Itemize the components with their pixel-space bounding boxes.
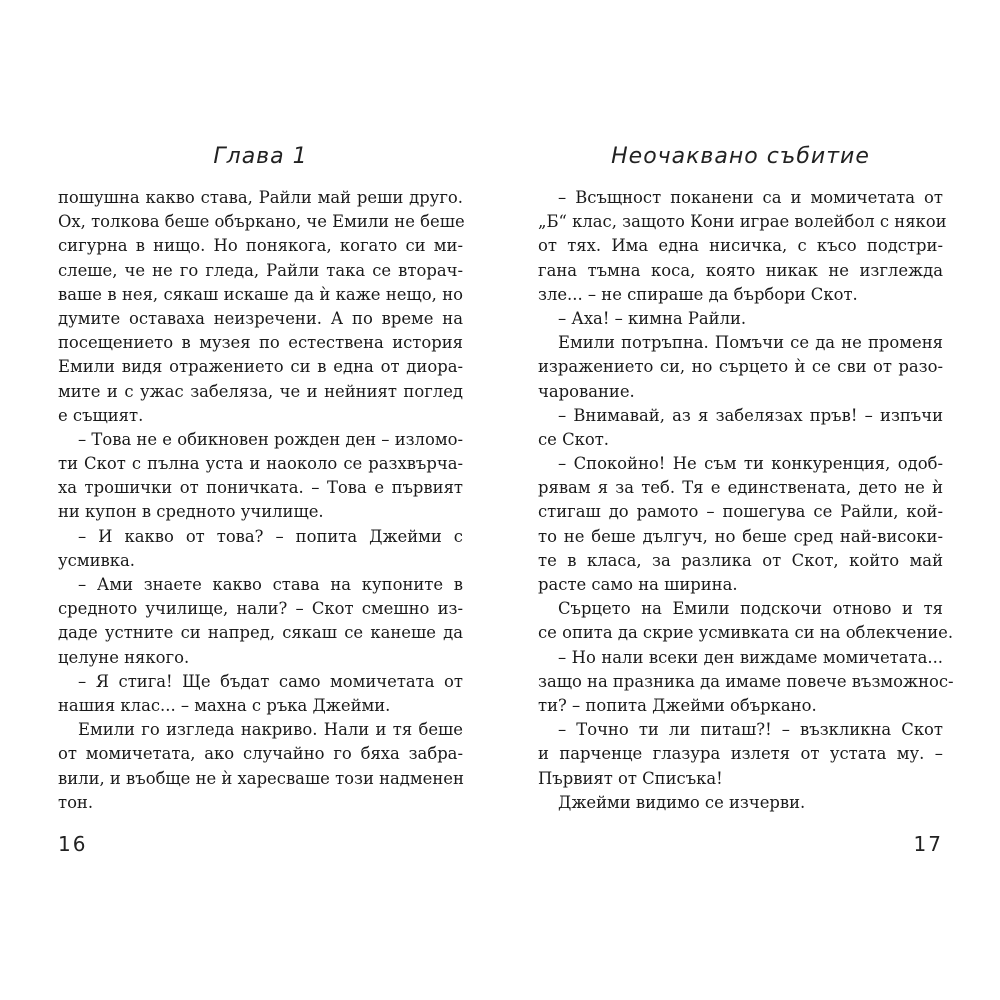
text-line: – Внимавай, аз я забелязах пръв! – изпъчи <box>558 405 943 425</box>
text-line: даде устните си напред, сякаш се канеше да <box>58 623 463 643</box>
text-line: то не беше дългуч, но беше сред най-високи- <box>538 526 943 546</box>
text-line: от тях. Има една нисичка, с късо подстри- <box>538 236 943 256</box>
text-line: се опита да скрие усмивката си на облекчение. <box>538 623 954 643</box>
text-line: те в класа, за разлика от Скот, който май <box>538 550 943 570</box>
text-line: – Аха! – кимна Райли. <box>558 308 747 328</box>
text-line: сигурна в нищо. Но понякога, когато си ми- <box>58 236 463 256</box>
text-line: слеше, че не го гледа, Райли така се вторач- <box>58 260 463 280</box>
page-number-right: 17 <box>913 832 943 856</box>
text-line: зле... – не спираше да бърбори Скот. <box>538 284 858 304</box>
text-line: от момичетата, ако случайно го бяха забра- <box>58 744 463 764</box>
right-page-text <box>538 186 954 815</box>
text-line: Ох, толкова беше объркано, че Емили не беше <box>58 212 465 232</box>
running-header-right: Неочаквано събитие <box>611 144 870 169</box>
text-line: расте само на ширина. <box>538 575 738 594</box>
text-line: вили, и въобще не ѝ харесваше този надменен <box>58 768 464 788</box>
text-line: мите и с ужас забеляза, че и нейният поглед <box>58 381 463 401</box>
text-line: се Скот. <box>538 429 610 449</box>
text-line: ти? – попита Джейми объркано. <box>538 695 817 715</box>
text-line: пошушна какво става, Райли май реши друго. <box>58 188 463 207</box>
text-line: Емили видя отражението си в една от диора- <box>58 357 463 377</box>
text-line: Първият от Списъка! <box>538 768 723 788</box>
text-line: – Я стига! Ще бъдат само момичетата от <box>78 671 463 691</box>
text-line: и парченце глазура излетя от устата му. – <box>538 744 943 764</box>
text-line: рявам я за теб. Тя е единствената, дето не ѝ <box>538 478 943 498</box>
text-line: – Ами знаете какво става на купоните в <box>78 575 463 594</box>
text-line: чарование. <box>538 381 635 401</box>
text-line: гана тъмна коса, която никак не изглежда <box>538 260 943 280</box>
text-line: е същият. <box>58 405 144 425</box>
page-number-left: 16 <box>58 832 88 856</box>
text-line: думите оставаха неизречени. А по време на <box>58 308 463 328</box>
running-header-left: Глава 1 <box>213 144 308 169</box>
text-line: Сърцето на Емили подскочи отново и тя <box>558 599 943 619</box>
text-line: ти Скот с пълна уста и наоколо се разхвърча- <box>58 454 463 474</box>
text-line: ни купон в средното училище. <box>58 502 324 522</box>
text-line: – Но нали всеки ден виждаме момичетата... <box>558 647 943 667</box>
text-line: защо на празника да имаме повече възможнос- <box>538 671 954 691</box>
right-page <box>538 0 954 1000</box>
text-line: Джейми видимо се изчерви. <box>558 792 806 812</box>
text-line: изражението си, но сърцето ѝ се сви от разо- <box>538 357 943 377</box>
text-line: тон. <box>58 792 94 812</box>
text-line: стигаш до рамото – пошегува се Райли, кой- <box>538 502 943 522</box>
text-line: нашия клас... – махна с ръка Джейми. <box>58 695 391 715</box>
text-line: – И какво от това? – попита Джейми с <box>78 526 463 546</box>
text-line: Емили го изгледа накриво. Нали и тя беше <box>78 720 463 740</box>
text-line: „Б“ клас, защото Кони играе волейбол с някои <box>538 212 947 232</box>
text-line: – Спокойно! Не съм ти конкуренция, одоб- <box>558 454 943 474</box>
text-line: ха трошички от поничката. – Това е първият <box>58 478 463 498</box>
left-page <box>58 0 463 1000</box>
text-line: ваше в нея, сякаш искаше да ѝ каже нещо, но <box>58 284 463 304</box>
left-page-text <box>58 186 463 815</box>
text-line: целуне някого. <box>58 647 190 667</box>
text-line: – Точно ти ли питаш?! – възкликна Скот <box>558 720 943 740</box>
text-line: – Всъщност поканени са и момичетата от <box>558 188 943 207</box>
text-line: усмивка. <box>58 550 135 570</box>
text-line: посещението в музея по естествена история <box>58 333 463 353</box>
text-line: – Това не е обикновен рожден ден – изломо- <box>78 429 463 449</box>
text-line: Емили потръпна. Помъчи се да не променя <box>558 333 943 353</box>
text-line: средното училище, нали? – Скот смешно из- <box>58 599 463 619</box>
